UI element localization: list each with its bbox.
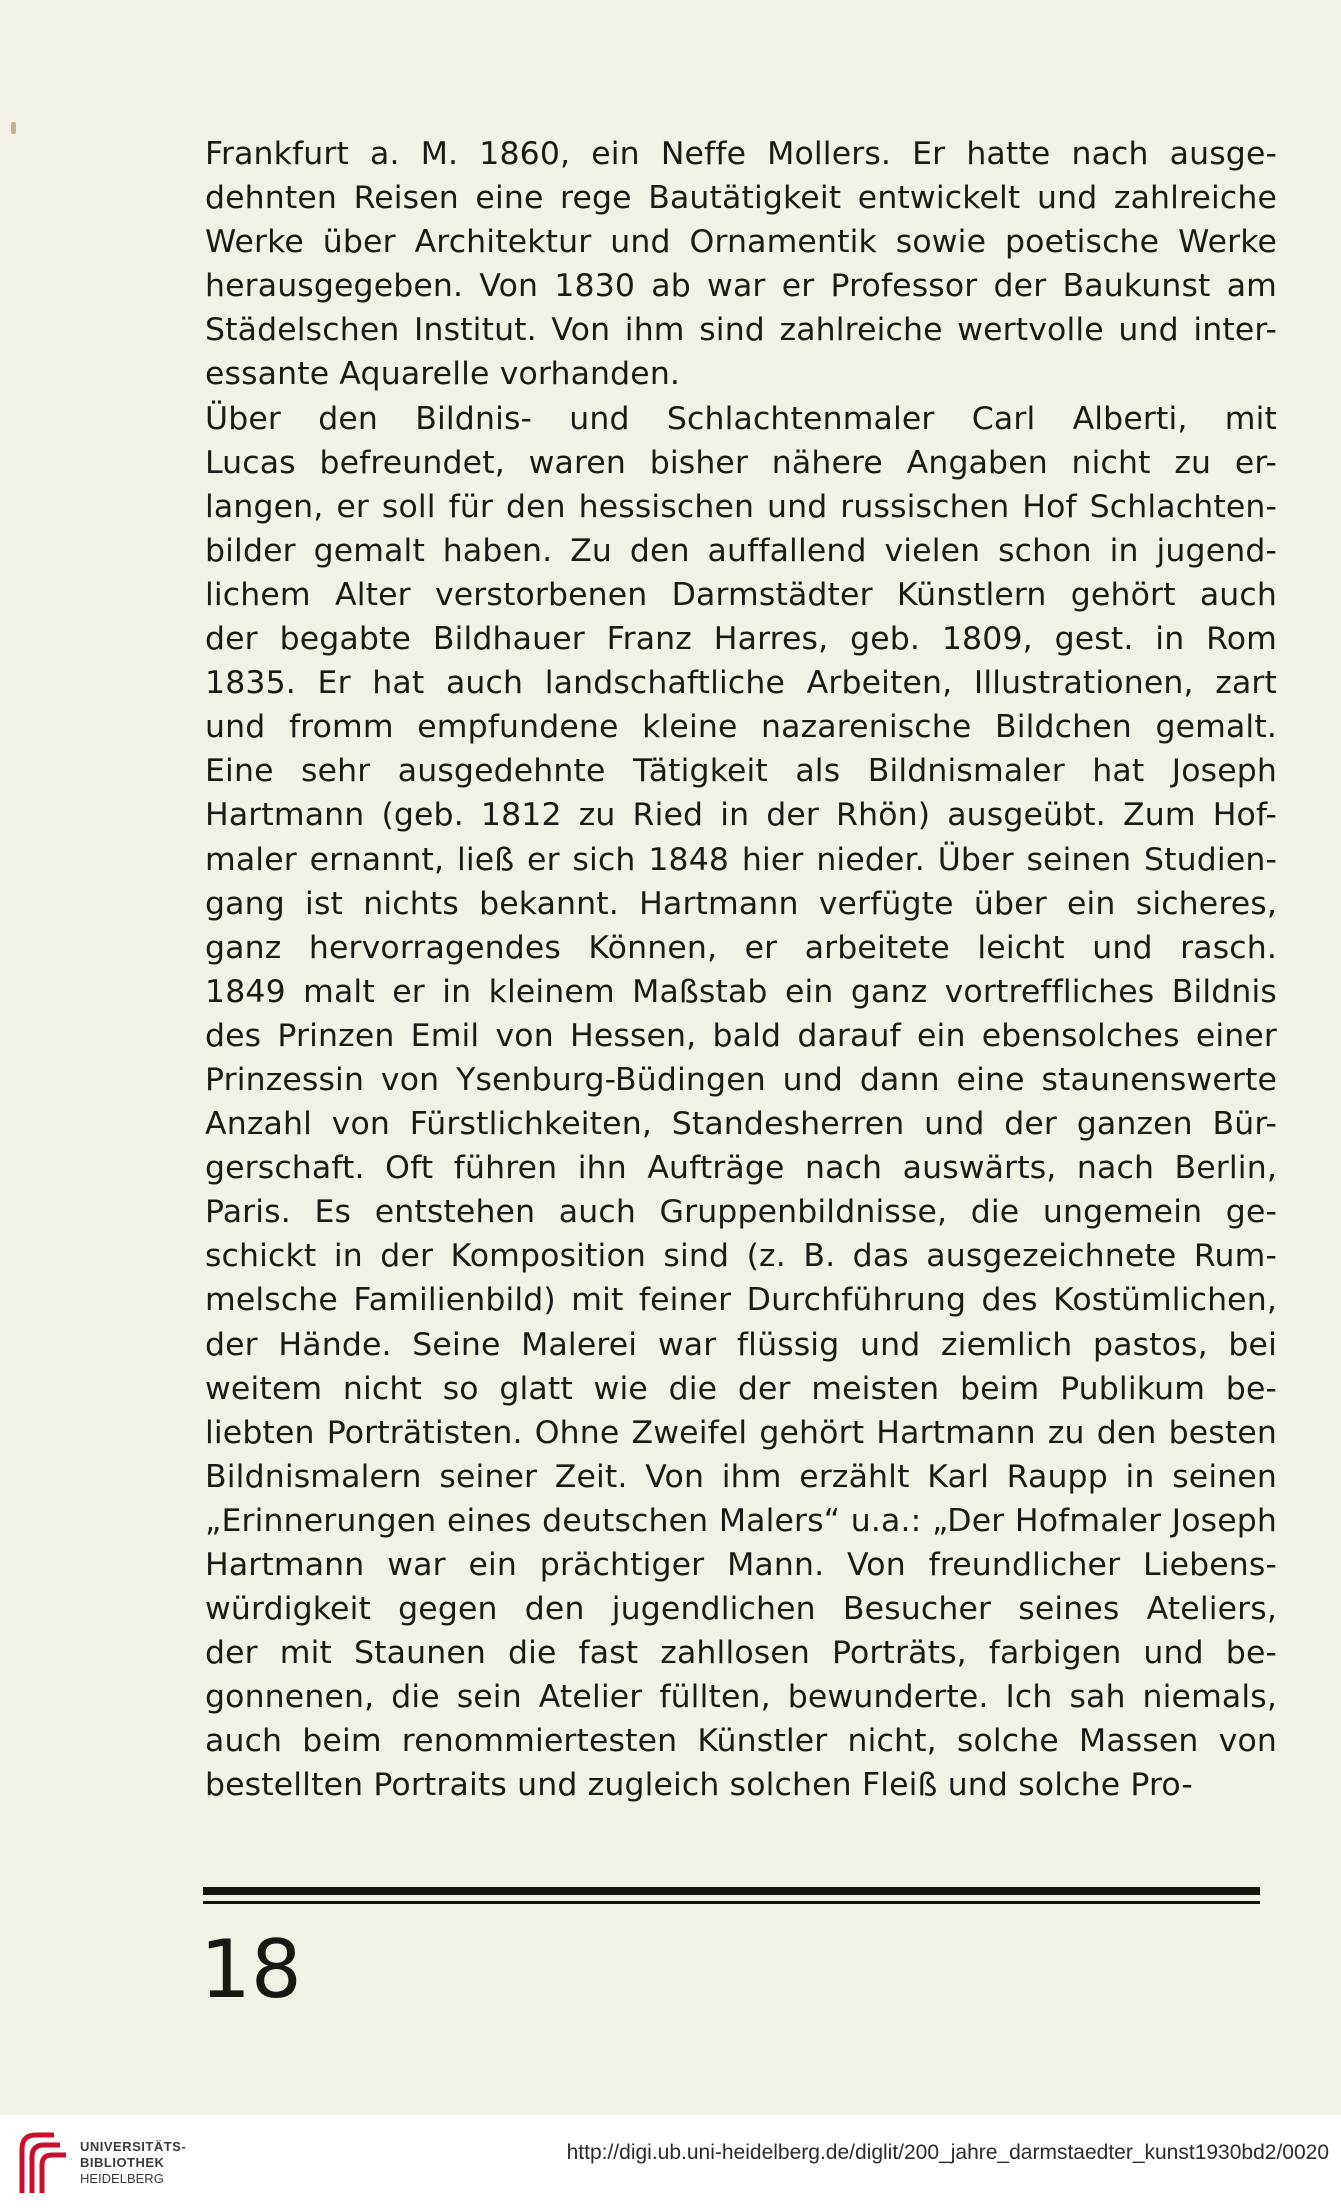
text-line: langen, er soll für den hessischen und russischen Hof Schlachten- [205,488,1277,525]
text-line: des Prinzen Emil von Hessen, bald darauf ein ebensolches einer [205,1017,1277,1054]
text-line: „Erinnerungen eines deutschen Malers“ u.a.: „Der Hofmaler Joseph [205,1502,1277,1539]
text-line: der mit Staunen die fast zahllosen Porträts, farbigen und be- [205,1635,1277,1672]
library-name-line: UNIVERSITÄTS- [80,2139,187,2154]
text-line: essante Aquarelle vorhanden. [205,356,681,393]
text-line: 1835. Er hat auch landschaftliche Arbeiten, Illustrationen, zart [205,665,1277,702]
source-url-link[interactable]: http://digi.ub.uni-heidelberg.de/diglit/200_jahre_darmstaedter_kunst1930bd2/0020 [566,2141,1329,2164]
footer-rule-thick [203,1887,1260,1895]
text-line: gang ist nichts bekannt. Hartmann verfügte über ein sicheres, [205,885,1277,922]
text-line: 1849 malt er in kleinem Maßstab ein ganz vortreffliches Bildnis [205,973,1277,1010]
library-logo-icon [14,2123,74,2203]
text-line: gerschaft. Oft führen ihn Aufträge nach auswärts, nach Berlin, [205,1150,1277,1187]
text-line: dehnten Reisen eine rege Bautätigkeit entwickelt und zahlreiche [205,180,1277,217]
text-line: Eine sehr ausgedehnte Tätigkeit als Bildnismaler hat Joseph [205,753,1277,790]
margin-mark [11,122,16,134]
text-line: würdigkeit gegen den jugendlichen Besucher seines Ateliers, [205,1591,1277,1628]
body-text [205,132,1277,1808]
text-line: Prinzessin von Ysenburg-Büdingen und dann eine staunenswerte [205,1061,1277,1098]
text-line: der begabte Bildhauer Franz Harres, geb. 1809, gest. in Rom [205,621,1277,658]
digitization-footer [0,2115,1341,2212]
text-line: Städelschen Institut. Von ihm sind zahlreiche wertvolle und inter- [205,312,1277,349]
text-line: Frankfurt a. M. 1860, ein Neffe Mollers. Er hatte nach ausge- [205,136,1277,172]
text-line: bilder gemalt haben. Zu den auffallend vielen schon in jugend- [205,532,1277,569]
text-line: und fromm empfundene kleine nazarenische Bildchen gemalt. [205,709,1277,746]
text-line: Lucas befreundet, waren bisher nähere Angaben nicht zu er- [205,444,1277,481]
text-line: gonnenen, die sein Atelier füllten, bewunderte. Ich sah niemals, [205,1679,1277,1716]
text-line: ganz hervorragendes Können, er arbeitete leicht und rasch. [205,929,1277,966]
library-name-line: BIBLIOTHEK [80,2155,165,2170]
text-line: Über den Bildnis- und Schlachtenmaler Carl Alberti, mit [205,400,1277,437]
text-line: melsche Familienbild) mit feiner Durchführung des Kostümlichen, [205,1282,1277,1319]
text-line: lichem Alter verstorbenen Darmstädter Künstlern gehört auch [205,576,1277,613]
footer-rule-thin [203,1901,1260,1904]
library-name-line: HEIDELBERG [80,2171,164,2186]
text-line: schickt in der Komposition sind (z. B. das ausgezeichnete Rum- [205,1238,1277,1275]
text-line: bestellten Portraits und zugleich solchen Fleiß und solche Pro- [205,1767,1193,1804]
text-line: auch beim renommiertesten Künstler nicht, solche Massen von [205,1723,1277,1760]
text-line: Werke über Architektur und Ornamentik sowie poetische Werke [205,224,1277,261]
page-number: 18 [200,1923,302,2016]
text-line: maler ernannt, ließ er sich 1848 hier nieder. Über seinen Studien- [205,841,1277,878]
text-line: Hartmann (geb. 1812 zu Ried in der Rhön) ausgeübt. Zum Hof- [205,797,1277,834]
text-line: der Hände. Seine Malerei war flüssig und ziemlich pastos, bei [205,1326,1277,1363]
text-line: Hartmann war ein prächtiger Mann. Von freundlicher Liebens- [205,1547,1277,1583]
library-name [80,2139,186,2187]
text-line: herausgegeben. Von 1830 ab war er Professor der Baukunst am [205,268,1277,305]
text-line: Anzahl von Fürstlichkeiten, Standesherren und der ganzen Bür- [205,1106,1277,1143]
text-line: Bildnismalern seiner Zeit. Von ihm erzählt Karl Raupp in seinen [205,1458,1277,1495]
text-line: Paris. Es entstehen auch Gruppenbildnisse, die ungemein ge- [205,1194,1277,1231]
text-line: liebten Porträtisten. Ohne Zweifel gehört Hartmann zu den besten [205,1414,1277,1451]
text-line: weitem nicht so glatt wie die der meisten beim Publikum be- [205,1370,1277,1407]
